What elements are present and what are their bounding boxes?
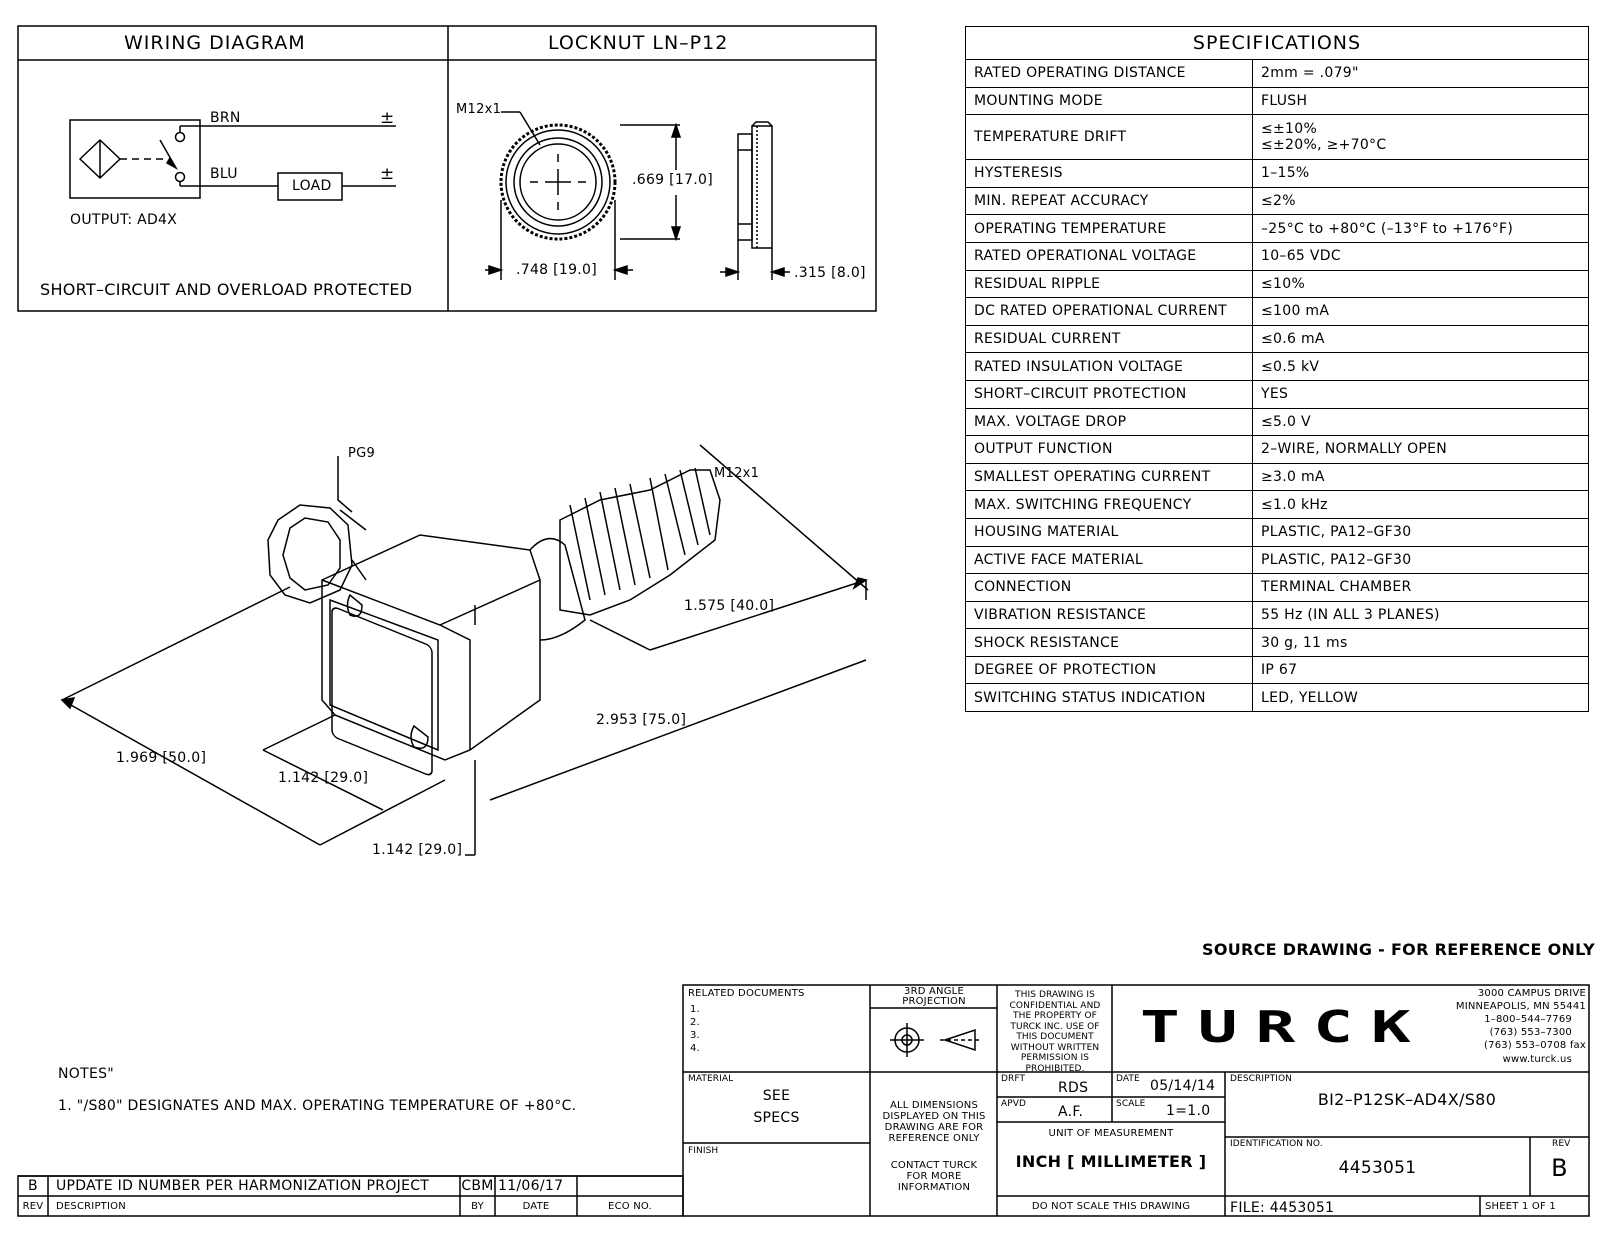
spec-value (1253, 115, 1589, 160)
apvd-value: A.F. (1058, 1104, 1084, 1120)
spec-value: TERMINAL CHAMBER (1253, 574, 1589, 602)
related-1: 1. (690, 1004, 700, 1015)
source-drawing-note: SOURCE DRAWING - FOR REFERENCE ONLY (1202, 940, 1596, 959)
identification-value: 4453051 (1338, 1158, 1417, 1178)
pg9-label: PG9 (348, 446, 376, 461)
sensor-isometric-drawing (62, 445, 868, 855)
all-dimensions-note: ALL DIMENSIONS DISPLAYED ON THIS DRAWING ARE FOR REFERENCE ONLY (882, 1100, 986, 1144)
projection-label: 3RD ANGLE PROJECTION (902, 986, 966, 1007)
rev-label: REV (1552, 1139, 1571, 1149)
address-line-3: 1–800–544–7769 (1484, 1014, 1572, 1025)
dim-1142-b: 1.142 [29.0] (372, 842, 463, 858)
wiring-diagram (70, 120, 396, 200)
spec-key: OUTPUT FUNCTION (966, 436, 1253, 464)
sheet-label: SHEET 1 OF 1 (1485, 1201, 1556, 1212)
dim-2953: 2.953 [75.0] (596, 712, 687, 728)
spec-row (966, 325, 1589, 353)
no-scale-note: DO NOT SCALE THIS DRAWING (1031, 1201, 1191, 1212)
spec-key: SHOCK RESISTANCE (966, 629, 1253, 657)
rev-value: B (1551, 1154, 1568, 1182)
spec-value: 2mm = .079" (1253, 60, 1589, 88)
spec-row (966, 187, 1589, 215)
turck-logo: TURCK (1140, 1002, 1429, 1053)
finish-label: FINISH (688, 1146, 719, 1156)
related-3: 3. (690, 1030, 700, 1041)
spec-row (966, 60, 1589, 88)
spec-value: 1–15% (1253, 160, 1589, 188)
address-line-4: (763) 553–7300 (1489, 1027, 1572, 1038)
spec-row (966, 298, 1589, 326)
spec-key: MAX. VOLTAGE DROP (966, 408, 1253, 436)
spec-value: 30 g, 11 ms (1253, 629, 1589, 657)
related-4: 4. (690, 1043, 700, 1054)
spec-row (966, 463, 1589, 491)
spec-value: FLUSH (1253, 87, 1589, 115)
date-header: DATE (522, 1201, 550, 1212)
drft-label: DRFT (1001, 1074, 1026, 1084)
locknut-thickness-dim: .315 [8.0] (794, 265, 866, 281)
confidential-note: THIS DRAWING IS CONFIDENTIAL AND THE PROPERTY OF TURCK INC. USE OF THIS DOCUMENT WITHOUT WRITTEN PERMISSION IS PROHIBITED. (1009, 990, 1101, 1074)
spec-value: PLASTIC, PA12–GF30 (1253, 518, 1589, 546)
spec-key: RATED OPERATING DISTANCE (966, 60, 1253, 88)
locknut-height-dim: .669 [17.0] (632, 172, 714, 188)
related-2: 2. (690, 1017, 700, 1028)
specifications-table (965, 26, 1589, 712)
scale-value: 1=1.0 (1166, 1103, 1211, 1119)
rev-header: REV (22, 1201, 44, 1212)
spec-value: ≤100 mA (1253, 298, 1589, 326)
identification-label: IDENTIFICATION NO. (1230, 1139, 1323, 1149)
description-value: BI2–P12SK–AD4X/S80 (1317, 1090, 1497, 1109)
locknut-front-view (485, 112, 790, 280)
contact-note: CONTACT TURCK FOR MORE INFORMATION (890, 1160, 978, 1193)
spec-value: ≤10% (1253, 270, 1589, 298)
spec-value: LED, YELLOW (1253, 684, 1589, 712)
blu-wire-label: BLU (210, 166, 238, 182)
spec-value: ≤0.5 kV (1253, 353, 1589, 381)
date-value: 05/14/14 (1150, 1078, 1216, 1094)
address-line-6: www.turck.us (1502, 1054, 1572, 1065)
locknut-width-dim: .748 [19.0] (516, 262, 598, 278)
apvd-label: APVD (1001, 1099, 1027, 1109)
spec-row (966, 115, 1589, 160)
spec-key: CONNECTION (966, 574, 1253, 602)
dim-1142-a: 1.142 [29.0] (278, 770, 369, 786)
rev-date: 11/06/17 (498, 1178, 564, 1194)
spec-value-line-2: ≤±20%, ≥+70°C (1261, 137, 1387, 154)
spec-value: PLASTIC, PA12–GF30 (1253, 546, 1589, 574)
spec-key: RESIDUAL RIPPLE (966, 270, 1253, 298)
spec-value: YES (1253, 380, 1589, 408)
spec-row (966, 380, 1589, 408)
spec-value: ≤1.0 kHz (1253, 491, 1589, 519)
wiring-diagram-title: WIRING DIAGRAM (124, 32, 306, 54)
specifications-title: SPECIFICATIONS (966, 27, 1589, 60)
spec-value: ≤2% (1253, 187, 1589, 215)
spec-key: SWITCHING STATUS INDICATION (966, 684, 1253, 712)
brn-wire-label: BRN (210, 110, 241, 126)
spec-row (966, 87, 1589, 115)
rev-by: CBM (461, 1178, 494, 1194)
spec-key: RATED OPERATIONAL VOLTAGE (966, 242, 1253, 270)
spec-row (966, 629, 1589, 657)
address-line-1: 3000 CAMPUS DRIVE (1477, 988, 1586, 999)
spec-row (966, 353, 1589, 381)
output-label: OUTPUT: AD4X (70, 212, 178, 228)
rev-letter: B (28, 1178, 38, 1194)
drft-value: RDS (1058, 1080, 1089, 1096)
spec-row (966, 491, 1589, 519)
spec-value: 2–WIRE, NORMALLY OPEN (1253, 436, 1589, 464)
spec-key: SHORT–CIRCUIT PROTECTION (966, 380, 1253, 408)
spec-row (966, 601, 1589, 629)
spec-key: TEMPERATURE DRIFT (966, 115, 1253, 160)
spec-value: ≤0.6 mA (1253, 325, 1589, 353)
file-label: FILE: 4453051 (1230, 1200, 1335, 1216)
plus-minus-blu: ± (380, 164, 395, 184)
spec-row (966, 574, 1589, 602)
date-label: DATE (1116, 1074, 1140, 1084)
spec-key: HYSTERESIS (966, 160, 1253, 188)
load-label: LOAD (292, 178, 332, 194)
spec-key: SMALLEST OPERATING CURRENT (966, 463, 1253, 491)
related-documents-label: RELATED DOCUMENTS (688, 988, 805, 999)
spec-row (966, 215, 1589, 243)
spec-key: ACTIVE FACE MATERIAL (966, 546, 1253, 574)
spec-key: MIN. REPEAT ACCURACY (966, 187, 1253, 215)
spec-row (966, 546, 1589, 574)
spec-key: DEGREE OF PROTECTION (966, 656, 1253, 684)
dim-1969: 1.969 [50.0] (116, 750, 207, 766)
locknut-title: LOCKNUT LN–P12 (548, 32, 729, 54)
spec-row (966, 160, 1589, 188)
spec-key: HOUSING MATERIAL (966, 518, 1253, 546)
material-value-2: SPECS (753, 1110, 800, 1126)
spec-key: VIBRATION RESISTANCE (966, 601, 1253, 629)
spec-key: MAX. SWITCHING FREQUENCY (966, 491, 1253, 519)
spec-row (966, 656, 1589, 684)
rev-description: UPDATE ID NUMBER PER HARMONIZATION PROJECT (56, 1178, 430, 1194)
spec-key: RATED INSULATION VOLTAGE (966, 353, 1253, 381)
address-line-2: MINNEAPOLIS, MN 55441 (1455, 1001, 1586, 1012)
description-label: DESCRIPTION (1230, 1074, 1293, 1084)
material-value-1: SEE (762, 1088, 791, 1104)
address-line-5: (763) 553–0708 fax (1484, 1040, 1586, 1051)
spec-value: IP 67 (1253, 656, 1589, 684)
spec-value: 10–65 VDC (1253, 242, 1589, 270)
plus-minus-brn: ± (380, 108, 395, 128)
spec-row (966, 518, 1589, 546)
spec-row (966, 270, 1589, 298)
material-label: MATERIAL (688, 1074, 734, 1084)
spec-value: ≥3.0 mA (1253, 463, 1589, 491)
spec-value: 55 Hz (IN ALL 3 PLANES) (1253, 601, 1589, 629)
spec-value: –25°C to +80°C (–13°F to +176°F) (1253, 215, 1589, 243)
iso-thread-label: M12x1 (714, 466, 760, 481)
spec-key: OPERATING TEMPERATURE (966, 215, 1253, 243)
spec-key: MOUNTING MODE (966, 87, 1253, 115)
spec-value-line-1: ≤±10% (1261, 121, 1318, 138)
spec-value: ≤5.0 V (1253, 408, 1589, 436)
eco-header: ECO NO. (608, 1201, 652, 1212)
by-header: BY (471, 1201, 484, 1212)
spec-row (966, 408, 1589, 436)
scale-label: SCALE (1116, 1099, 1146, 1109)
spec-row (966, 684, 1589, 712)
unit-value: INCH [ MILLIMETER ] (1015, 1152, 1207, 1171)
locknut-thread-label: M12x1 (456, 102, 502, 117)
notes-title: NOTES" (58, 1066, 115, 1082)
spec-key: RESIDUAL CURRENT (966, 325, 1253, 353)
dim-1575: 1.575 [40.0] (684, 598, 775, 614)
spec-key: DC RATED OPERATIONAL CURRENT (966, 298, 1253, 326)
note-1: 1. "/S80" DESIGNATES AND MAX. OPERATING TEMPERATURE OF +80°C. (58, 1098, 577, 1114)
protection-note: SHORT–CIRCUIT AND OVERLOAD PROTECTED (40, 280, 413, 299)
unit-label: UNIT OF MEASUREMENT (1048, 1128, 1174, 1139)
desc-header: DESCRIPTION (56, 1201, 126, 1212)
spec-row (966, 242, 1589, 270)
spec-row (966, 436, 1589, 464)
